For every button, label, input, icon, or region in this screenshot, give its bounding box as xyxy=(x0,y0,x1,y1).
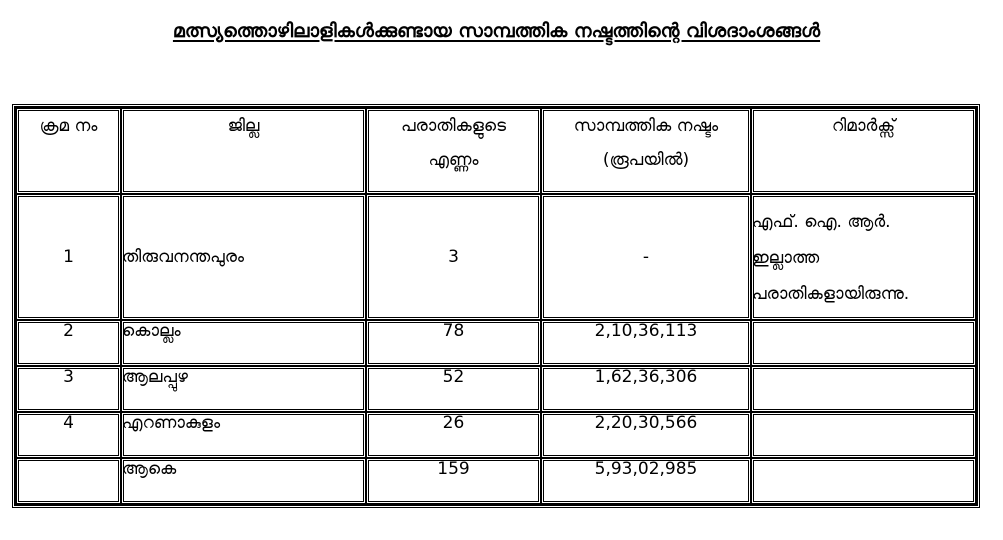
complaint-count-cell: 78 xyxy=(366,320,541,366)
header-financial-loss xyxy=(541,108,751,194)
district-cell: തിരുവനന്തപുരം xyxy=(121,194,366,320)
district-cell: കൊല്ലം xyxy=(121,320,366,366)
total-row xyxy=(16,458,976,504)
loss-amount-cell: 1,62,36,306 xyxy=(541,366,751,412)
loss-amount-cell: 2,10,36,113 xyxy=(541,320,751,366)
table-row xyxy=(16,194,976,320)
remarks-cell xyxy=(751,412,976,458)
header-financial-loss-line1: സാമ്പത്തിക നഷ്ടം xyxy=(573,116,719,136)
serial-cell: 3 xyxy=(16,366,121,412)
serial-cell: 4 xyxy=(16,412,121,458)
page-title: മത്സ്യത്തൊഴിലാളികൾക്കുണ്ടായ സാമ്പത്തിക നഷ്ടത്തിന്റെ വിശദാംശങ്ങൾ xyxy=(172,20,821,42)
table-row xyxy=(16,412,976,458)
remarks-line: പരാതികളായിരുന്നു. xyxy=(752,284,910,304)
complaint-count-cell: 26 xyxy=(366,412,541,458)
remarks-line: എഫ്. ഐ. ആർ. xyxy=(752,212,891,232)
remarks-cell xyxy=(751,458,976,504)
serial-cell: 1 xyxy=(16,194,121,320)
loss-amount-cell: - xyxy=(541,194,751,320)
remarks-cell xyxy=(751,320,976,366)
district-cell: എറണാകുളം xyxy=(121,412,366,458)
serial-cell: 2 xyxy=(16,320,121,366)
district-cell: ആലപ്പുഴ xyxy=(121,366,366,412)
header-district: ജില്ല xyxy=(121,108,366,194)
total-complaint-count-cell: 159 xyxy=(366,458,541,504)
total-label-cell: ആകെ xyxy=(121,458,366,504)
remarks-cell xyxy=(751,366,976,412)
header-remarks: റിമാർക്സ് xyxy=(751,108,976,194)
loss-details-table xyxy=(14,106,978,506)
header-complaint-count xyxy=(366,108,541,194)
complaint-count-cell: 52 xyxy=(366,366,541,412)
header-complaint-count-line2: എണ്ണം xyxy=(428,150,479,170)
header-complaint-count-line1: പരാതികളുടെ xyxy=(400,116,507,136)
header-financial-loss-line2: (രൂപയിൽ) xyxy=(602,150,690,170)
remarks-line: ഇല്ലാത്ത xyxy=(752,248,820,268)
total-loss-amount-cell: 5,93,02,985 xyxy=(541,458,751,504)
complaint-count-cell: 3 xyxy=(366,194,541,320)
remarks-cell xyxy=(751,194,976,320)
header-row xyxy=(16,108,976,194)
table-row xyxy=(16,320,976,366)
header-serial-no: ക്രമ നം xyxy=(16,108,121,194)
serial-cell xyxy=(16,458,121,504)
table-row xyxy=(16,366,976,412)
loss-amount-cell: 2,20,30,566 xyxy=(541,412,751,458)
